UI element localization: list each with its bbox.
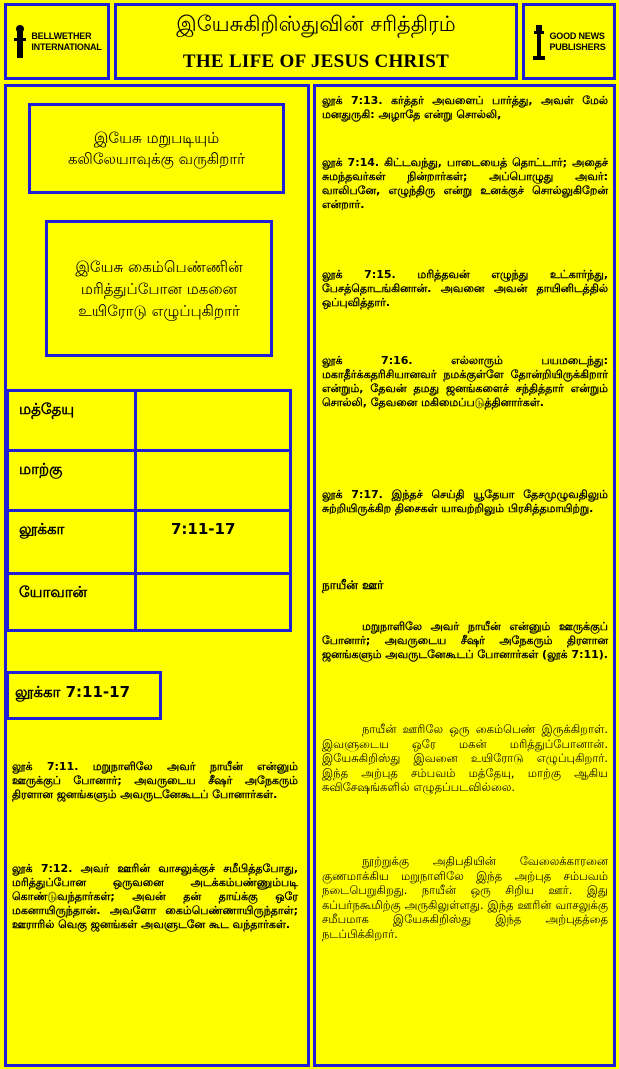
verse-7-11: லூக் 7:11. மறுநாளிலே அவர் நாயீன் என்னும் ஊருக்குப் போனார்; அவருடைய சீஷர் அநேகரும் திரளான ஜனங்களும் அவருடனேகூடப் போனார்கள். bbox=[12, 760, 298, 801]
left-logo-line1: BELLWETHER bbox=[31, 30, 92, 41]
table-row-mark-ref bbox=[134, 449, 292, 512]
heading-box-widow-son bbox=[45, 220, 273, 357]
verse-7-13: லூக் 7:13. கர்த்தர் அவளைப் பார்த்து, அவள் மேல் மனதுருகி: அழாதே என்று சொல்லி, bbox=[322, 94, 608, 121]
heading-box-galilee bbox=[28, 103, 285, 194]
title-box bbox=[114, 3, 518, 80]
table-row-luke-name: லூக்கா bbox=[6, 509, 137, 575]
reference-label: லூக்கா 7:11-17 bbox=[6, 671, 162, 720]
heading-widow-son-text: இயேசு கைம்பெண்ணின் மரித்துப்போன மகனை உயிரோடு எழுப்புகிறார் bbox=[75, 257, 243, 320]
table-row-mark-name: மாற்கு bbox=[6, 449, 137, 512]
table-row-john-name: யோவான் bbox=[6, 572, 137, 632]
verse-7-16: லூக் 7:16. எல்லாரும் பயமடைந்து: மகாதீர்க்கதரிசியானவர் நமக்குள்ளே தோன்றியிருக்கிறார் என்றும், தேவன் தமது ஜனங்களைச் சந்தித்தார் என்றும் சொல்லி, தேவனை மகிமைப்படுத்தினார்கள். bbox=[322, 354, 608, 409]
verse-7-12: லூக் 7:12. அவர் ஊரின் வாசலுக்குச் சமீபித்தபோது, மரித்துப்போன ஒருவனை அடக்கம்பண்ணும்படி கொண்டுவந்தார்கள்; அவன் தன் தாய்க்கு ஒரே மகனாயிருந்தான். அவளோ கைம்பெண்ணாயிருந்தாள்; ஊராரில் வெகு ஜனங்கள் அவளுடனே கூட வந்தார்கள். bbox=[12, 862, 298, 931]
section-heading-nain: நாயீன் ஊர் bbox=[322, 578, 384, 592]
good-news-logo bbox=[522, 3, 616, 80]
title-tamil: இயேசுகிறிஸ்துவின் சரித்திரம் bbox=[176, 12, 456, 36]
right-logo-line2: PUBLISHERS bbox=[549, 41, 606, 52]
table-row-luke-ref: 7:11-17 bbox=[134, 509, 292, 575]
verse-7-15: லூக் 7:15. மரித்தவன் எழுந்து உட்கார்ந்து, பேசத்தொடங்கினான். அவனை அவன் தாயினிடத்தில் ஒப்புவித்தார். bbox=[322, 268, 608, 309]
heading-galilee-text: இயேசு மறுபடியும் கலிலேயாவுக்கு வருகிறார் bbox=[67, 128, 246, 168]
title-english: THE LIFE OF JESUS CHRIST bbox=[182, 51, 450, 72]
commentary-paragraph-2: நூற்றுக்கு அதிபதியின் வேலைக்காரனை குணமாக்கிய மறுநாளிலே இந்த அற்புத சம்பவம் நடைபெறுகிறது. நாயீன் ஒரு சிறிய ஊர். இது கப்பர்நகூமிற்கு அருகிலுள்ளது. இந்த ஊரின் வாசலுக்கு சமீபமாக இயேசுகிறிஸ்து இந்த அற்புதத்தை நடப்பிக்கிறார். bbox=[322, 854, 608, 941]
left-logo-line2: INTERNATIONAL bbox=[31, 41, 102, 52]
lamp-icon bbox=[532, 23, 546, 61]
right-logo-line1: GOOD NEWS bbox=[549, 30, 605, 41]
verse-7-14: லூக் 7:14. கிட்டவந்து, பாடையைத் தொட்டார்; அதைச் சுமந்தவர்கள் நின்றார்கள்; அப்பொழுது அவர்: வாலிபனே, எழுந்திரு என்று உனக்குச் சொல்லுகிறேன் என்றார். bbox=[322, 156, 608, 211]
table-row-matthew-name: மத்தேயு bbox=[6, 389, 137, 452]
shepherd-icon bbox=[12, 24, 28, 60]
table-row-john-ref bbox=[134, 572, 292, 632]
verse-7-17: லூக் 7:17. இந்தச் செய்தி யூதேயா தேசமுழுவதிலும் சுற்றியிருக்கிற திசைகள் யாவற்றிலும் பிரசித்தமாயிற்று. bbox=[322, 488, 608, 515]
commentary-paragraph-1: நாயீன் ஊரிலே ஒரு கைம்பெண் இருக்கிறாள். இவளுடைய ஒரே மகன் மரித்துப்போனான். இயேசுகிறிஸ்து இவனை உயிரோடு எழுப்புகிறார். இந்த அற்புத சம்பவம் மத்தேயு, மாற்கு ஆகிய சுவிசேஷங்களில் எழுதப்படவில்லை. bbox=[322, 722, 608, 794]
section-intro: மறுநாளிலே அவர் நாயீன் என்னும் ஊருக்குப் போனார்; அவருடைய சீஷர் அநேகரும் திரளான ஜனங்களும் அவருடனேகூடப் போனார்கள் (லூக் 7:11). bbox=[322, 620, 608, 661]
bellwether-logo bbox=[4, 3, 110, 80]
table-row-matthew-ref bbox=[134, 389, 292, 452]
